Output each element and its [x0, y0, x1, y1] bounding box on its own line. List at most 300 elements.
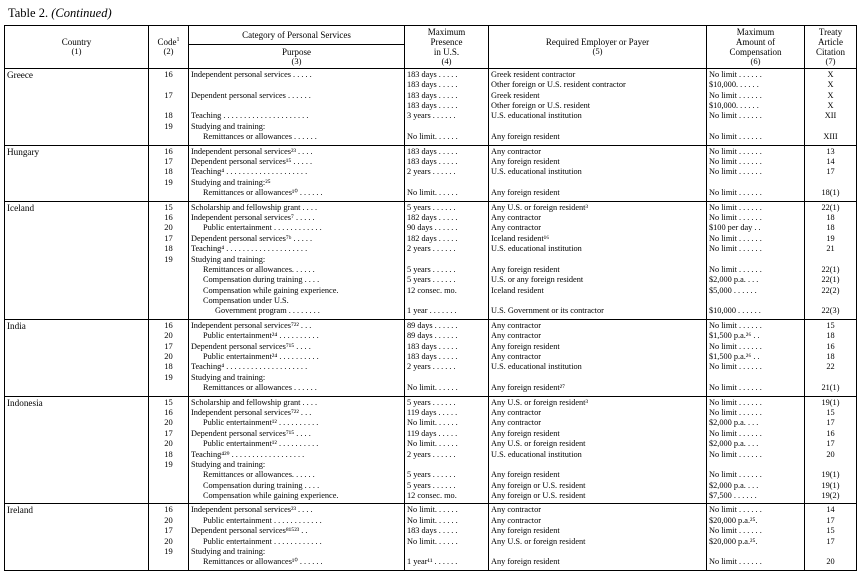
code-cell-line: 20: [164, 418, 173, 428]
amount-cell-line: No limit . . . . . .: [709, 244, 762, 254]
treaty-cell-line: 20: [826, 449, 835, 459]
amount-cell: [707, 396, 805, 504]
code-cell-line: 16: [164, 146, 173, 156]
purpose-cell: [189, 504, 405, 570]
presence-cell-line: 12 consec. mo.: [407, 285, 457, 295]
code-cell-line: [151, 470, 186, 480]
code-cell-line: 20: [164, 536, 173, 546]
country-name: India: [7, 320, 26, 331]
presence-cell-line: 183 days . . . . .: [407, 341, 458, 351]
treaty-cell-line: 18: [826, 352, 835, 362]
presence-cell-line: 183 days . . . . .: [407, 526, 458, 536]
employer-cell: [489, 68, 707, 145]
purpose-cell: [189, 145, 405, 201]
employer-cell-line: Any U.S. or foreign resident³: [491, 397, 588, 407]
presence-cell-line: 5 years . . . . . .: [407, 470, 456, 480]
presence-cell-line: 5 years . . . . . .: [407, 397, 456, 407]
amount-cell-line: $2,000 p.a. . . .: [709, 480, 759, 490]
purpose-cell-line: Teaching⁴ . . . . . . . . . . . . . . . . . . . .: [191, 167, 308, 177]
table-row: [5, 145, 857, 201]
amount-cell: [707, 145, 805, 201]
code-cell-line: [151, 296, 186, 306]
code-cell-line: [151, 132, 186, 142]
purpose-cell-line: Compensation while gaining experience.: [203, 285, 339, 295]
treaty-cell-line: X: [827, 101, 834, 111]
amount-cell-line: No limit . . . . . .: [709, 341, 762, 351]
treaty-cell-line: 15: [826, 320, 835, 330]
treaty-cell-line: [807, 296, 854, 306]
employer-cell-line: Any contractor: [491, 505, 541, 515]
treaty-cell: [805, 319, 857, 396]
amount-cell-line: No limit . . . . . .: [709, 212, 762, 222]
purpose-cell-line: Remittances or allowances. . . . . .: [203, 264, 315, 274]
amount-cell-line: $2,000 p.a. . . .: [709, 418, 759, 428]
code-cell: [149, 396, 189, 504]
amount-cell: [707, 201, 805, 319]
purpose-cell-line: Dependent personal services⁷¹⁵ . . . .: [191, 341, 311, 351]
purpose-cell-line: Teaching⁴ . . . . . . . . . . . . . . . . . . . .: [191, 244, 308, 254]
code-cell-line: 20: [164, 439, 173, 449]
employer-cell-line: Any contractor: [491, 331, 541, 341]
presence-cell-line: No limit. . . . . .: [407, 505, 458, 515]
amount-cell-line: $7,500 . . . . . .: [709, 491, 757, 501]
country-cell: [5, 504, 149, 570]
amount-cell-line: No limit . . . . . .: [709, 264, 762, 274]
presence-cell-line: [407, 547, 486, 557]
code-cell-line: [151, 306, 186, 316]
code-cell-line: 17: [164, 90, 173, 100]
treaty-cell-line: 19(1): [821, 480, 840, 490]
purpose-cell-line: Compensation during training . . . .: [203, 275, 320, 285]
header-purpose-num: (3): [291, 55, 302, 66]
code-cell-line: 18: [164, 449, 173, 459]
employer-cell-line: U.S. educational institution: [491, 111, 582, 121]
presence-cell-line: 2 years . . . . . .: [407, 244, 456, 254]
treaty-cell-line: 16: [826, 341, 835, 351]
header-purpose: [189, 45, 405, 69]
purpose-cell-line: Teaching . . . . . . . . . . . . . . . . . . . . .: [191, 111, 309, 121]
header-treaty: [805, 26, 857, 69]
purpose-cell-line: Scholarship and fellowship grant . . . .: [191, 202, 318, 212]
table-row: [5, 68, 857, 145]
employer-cell-line: Any contractor: [491, 407, 541, 417]
presence-cell-line: 2 years . . . . . .: [407, 362, 456, 372]
presence-cell-line: No limit. . . . . .: [407, 132, 458, 142]
amount-cell-line: No limit . . . . . .: [709, 156, 762, 166]
table-header: [5, 26, 857, 69]
employer-cell-line: Iceland resident¹⁶: [491, 233, 550, 243]
employer-cell-line: Other foreign or U.S. resident: [491, 101, 591, 111]
employer-cell-line: Any foreign resident: [491, 526, 560, 536]
treaty-cell: [805, 201, 857, 319]
treaty-cell-line: XIII: [823, 132, 838, 142]
purpose-cell-line: Dependent personal services⁷¹⁵ . . . .: [191, 428, 311, 438]
treaty-cell-line: 22: [826, 362, 835, 372]
code-cell-line: 20: [164, 223, 173, 233]
code-cell-line: [151, 286, 186, 296]
amount-cell-line: No limit . . . . . .: [709, 188, 762, 198]
header-employer-label: Required Employer or Payer: [545, 37, 650, 48]
presence-cell-line: No limit. . . . . .: [407, 536, 458, 546]
country-cell: [5, 396, 149, 504]
presence-cell-line: [407, 178, 486, 188]
code-cell: [149, 68, 189, 145]
presence-cell-line: 2 years . . . . . .: [407, 449, 456, 459]
treaty-cell-line: 22(1): [821, 264, 840, 274]
country-cell: [5, 201, 149, 319]
country-cell: [5, 68, 149, 145]
code-cell-line: [151, 101, 186, 111]
presence-cell-line: 119 days . . . . .: [407, 428, 458, 438]
presence-cell-line: 5 years . . . . . .: [407, 264, 456, 274]
purpose-cell-line: Studying and training:: [191, 547, 266, 557]
treaty-cell-line: [807, 122, 854, 132]
amount-cell-line: [709, 373, 802, 383]
header-treaty-l1: Treaty Article: [818, 27, 843, 48]
amount-cell-line: No limit . . . . . .: [709, 167, 762, 177]
header-treaty-num: (7): [825, 56, 836, 67]
presence-cell-line: No limit. . . . . .: [407, 188, 458, 198]
code-cell: [149, 145, 189, 201]
table-row: [5, 396, 857, 504]
amount-cell-line: No limit . . . . . .: [709, 526, 762, 536]
code-cell-line: 15: [164, 202, 173, 212]
amount-cell-line: [709, 255, 802, 265]
presence-cell-line: 183 days . . . . .: [407, 146, 458, 156]
header-treaty-l2: Citation: [816, 47, 845, 58]
employer-cell-line: Any contractor: [491, 212, 541, 222]
purpose-cell-line: Studying and training:: [191, 254, 266, 264]
header-employer-num: (5): [592, 46, 603, 57]
header-presence-l3: in U.S.: [433, 47, 460, 58]
presence-cell-line: 119 days . . . . .: [407, 407, 458, 417]
treaty-table: [4, 25, 857, 571]
header-presence: [405, 26, 489, 69]
code-cell-line: [151, 265, 186, 275]
code-cell-line: 20: [164, 515, 173, 525]
code-cell-line: [151, 80, 186, 90]
employer-cell-line: U.S. educational institution: [491, 449, 582, 459]
treaty-cell-line: 18: [826, 331, 835, 341]
amount-cell-line: $10,000. . . . . .: [709, 101, 759, 111]
employer-cell-line: Any contractor: [491, 320, 541, 330]
employer-cell-line: Other foreign or U.S. resident contractor: [491, 80, 626, 90]
purpose-cell-line: Public entertainment²⁴ . . . . . . . . . .: [203, 331, 319, 341]
purpose-cell-line: Dependent personal services . . . . . .: [191, 90, 311, 100]
presence-cell-line: 2 years . . . . . .: [407, 167, 456, 177]
amount-cell-line: No limit . . . . . .: [709, 428, 762, 438]
presence-cell-line: 12 consec. mo.: [407, 491, 457, 501]
purpose-cell-line: Independent personal services . . . . .: [191, 69, 312, 79]
treaty-cell-line: X: [827, 80, 834, 90]
purpose-cell-line: Dependent personal services⁷ᵇ . . . . .: [191, 233, 313, 243]
purpose-cell-line: Remittances or allowances¹⁰ . . . . . .: [203, 188, 323, 198]
presence-cell: [405, 504, 489, 570]
employer-cell: [489, 319, 707, 396]
header-code: [149, 26, 189, 69]
amount-cell-line: $1,500 p.a.²⁶ . .: [709, 352, 760, 362]
presence-cell-line: [407, 373, 486, 383]
country-name: Iceland: [7, 202, 35, 213]
presence-cell-line: 183 days . . . . .: [407, 101, 458, 111]
presence-cell-line: 5 years . . . . . .: [407, 480, 456, 490]
header-employer: [489, 26, 707, 69]
presence-cell-line: 183 days . . . . .: [407, 90, 458, 100]
presence-cell-line: [407, 255, 486, 265]
presence-cell-line: No limit. . . . . .: [407, 439, 458, 449]
purpose-cell-line: Public entertainment . . . . . . . . . . . .: [203, 536, 322, 546]
treaty-cell-line: 22(3): [821, 306, 840, 316]
purpose-cell-line: Public entertainment¹² . . . . . . . . . .: [203, 418, 319, 428]
header-presence-l2: Presence: [430, 37, 463, 48]
treaty-cell-line: 18: [826, 223, 835, 233]
treaty-cell-line: 17: [826, 167, 835, 177]
employer-cell-line: [491, 255, 704, 265]
purpose-cell: [189, 68, 405, 145]
purpose-cell-line: Public entertainment¹² . . . . . . . . . .: [203, 439, 319, 449]
treaty-cell-line: 22(1): [821, 202, 840, 212]
code-cell-line: 17: [164, 341, 173, 351]
code-cell-line: 16: [164, 407, 173, 417]
amount-cell-line: No limit . . . . . .: [709, 470, 762, 480]
amount-cell-line: No limit . . . . . .: [709, 397, 762, 407]
employer-cell-line: Any contractor: [491, 418, 541, 428]
code-cell-line: 20: [164, 352, 173, 362]
employer-cell: [489, 145, 707, 201]
country-name: Indonesia: [7, 397, 43, 408]
code-cell-line: [151, 557, 186, 567]
amount-cell-line: $20,000 p.a.²⁵.: [709, 515, 758, 525]
purpose-cell-line: Public entertainment . . . . . . . . . . . .: [203, 515, 322, 525]
employer-cell-line: U.S. educational institution: [491, 244, 582, 254]
table-row: [5, 504, 857, 570]
amount-cell-line: $2,000 p.a. . . .: [709, 275, 759, 285]
employer-cell-line: U.S. Government or its contractor: [491, 306, 604, 316]
treaty-cell-line: [807, 178, 854, 188]
amount-cell-line: No limit . . . . . .: [709, 407, 762, 417]
presence-cell-line: [407, 122, 486, 132]
treaty-cell-line: 18: [826, 212, 835, 222]
table-caption: [8, 6, 857, 21]
purpose-cell: [189, 201, 405, 319]
code-cell-line: [151, 383, 186, 393]
header-amount-l2: Amount of: [735, 37, 776, 48]
code-cell-line: 16: [164, 212, 173, 222]
employer-cell-line: U.S. educational institution: [491, 167, 582, 177]
code-cell-line: [151, 275, 186, 285]
purpose-cell-line: Compensation while gaining experience.: [203, 491, 339, 501]
presence-cell: [405, 145, 489, 201]
purpose-cell-line: Dependent personal services⁸¹⁵²³ . .: [191, 526, 308, 536]
header-country-label: Country: [61, 37, 92, 48]
presence-cell: [405, 396, 489, 504]
presence-cell: [405, 68, 489, 145]
header-code-label: Code$^1$: [157, 37, 180, 48]
employer-cell-line: Any contractor: [491, 146, 541, 156]
amount-cell-line: No limit . . . . . .: [709, 362, 762, 372]
presence-cell-line: No limit. . . . . .: [407, 515, 458, 525]
table-body: [5, 68, 857, 570]
code-cell-line: [151, 188, 186, 198]
presence-cell-line: No limit. . . . . .: [407, 383, 458, 393]
amount-cell: [707, 68, 805, 145]
purpose-cell-line: Independent personal services²³ . . . .: [191, 505, 313, 515]
employer-cell: [489, 201, 707, 319]
code-cell-line: 15: [164, 397, 173, 407]
treaty-cell: [805, 145, 857, 201]
treaty-cell-line: X: [827, 69, 834, 79]
purpose-cell-line: [191, 80, 402, 90]
treaty-cell-line: [807, 460, 854, 470]
presence-cell-line: 183 days . . . . .: [407, 69, 458, 79]
table-row: [5, 319, 857, 396]
code-cell-line: 17: [164, 156, 173, 166]
employer-cell-line: Any U.S. or foreign resident³: [491, 202, 588, 212]
employer-cell-line: Any foreign resident: [491, 428, 560, 438]
amount-cell-line: $20,000 p.a.²⁵.: [709, 536, 758, 546]
treaty-cell-line: [807, 255, 854, 265]
presence-cell-line: 182 days . . . . .: [407, 212, 458, 222]
employer-cell-line: Greek resident: [491, 90, 540, 100]
code-cell-line: 16: [164, 320, 173, 330]
header-amount-num: (6): [750, 56, 761, 67]
employer-cell-line: Any contractor: [491, 515, 541, 525]
code-cell-line: 19: [164, 254, 173, 264]
amount-cell-line: [709, 547, 802, 557]
amount-cell-line: No limit . . . . . .: [709, 557, 762, 567]
code-cell-line: 18: [164, 362, 173, 372]
purpose-cell-line: Remittances or allowances . . . . . .: [203, 132, 317, 142]
amount-cell-line: $1,500 p.a.²⁶ . .: [709, 331, 760, 341]
presence-cell-line: 3 years . . . . . .: [407, 111, 456, 121]
amount-cell-line: $10,000 . . . . . .: [709, 306, 761, 316]
employer-cell-line: Any U.S. or foreign resident: [491, 536, 586, 546]
treaty-cell-line: 21(1): [821, 383, 840, 393]
purpose-cell-line: Studying and training:: [191, 459, 266, 469]
treaty-cell: [805, 504, 857, 570]
header-purpose-label: Purpose: [282, 46, 311, 57]
amount-cell-line: No limit . . . . . .: [709, 449, 762, 459]
purpose-cell: [189, 396, 405, 504]
presence-cell-line: 5 years . . . . . .: [407, 202, 456, 212]
amount-cell: [707, 504, 805, 570]
employer-cell-line: Any foreign resident: [491, 264, 560, 274]
presence-cell-line: 183 days . . . . .: [407, 156, 458, 166]
employer-cell-line: Any foreign resident: [491, 156, 560, 166]
amount-cell-line: No limit . . . . . .: [709, 90, 762, 100]
purpose-cell-line: Scholarship and fellowship grant . . . .: [191, 397, 318, 407]
treaty-cell-line: 22(1): [821, 275, 840, 285]
employer-cell-line: Any foreign resident²⁷: [491, 383, 566, 393]
treaty-cell-line: [807, 373, 854, 383]
purpose-cell-line: Teaching⁴²⁹ . . . . . . . . . . . . . . . . . .: [191, 449, 305, 459]
purpose-cell-line: [191, 101, 402, 111]
code-cell-line: 19: [164, 372, 173, 382]
header-code-num: (2): [163, 46, 174, 57]
amount-cell-line: No limit . . . . . .: [709, 111, 762, 121]
employer-cell-line: Any foreign resident: [491, 188, 560, 198]
presence-cell-line: [407, 296, 486, 306]
presence-cell-line: 1 year . . . . . . .: [407, 306, 457, 316]
treaty-cell-line: 19(1): [821, 470, 840, 480]
purpose-cell-line: Teaching⁴ . . . . . . . . . . . . . . . . . . . .: [191, 362, 308, 372]
treaty-cell-line: 14: [826, 156, 835, 166]
treaty-cell-line: X: [827, 90, 834, 100]
code-cell-line: 19: [164, 547, 173, 557]
treaty-cell-line: 19: [826, 233, 835, 243]
code-cell: [149, 504, 189, 570]
treaty-cell-line: 15: [826, 407, 835, 417]
employer-cell-line: Any foreign resident: [491, 557, 560, 567]
code-cell-line: 19: [164, 177, 173, 187]
amount-cell-line: $5,000 . . . . . .: [709, 285, 757, 295]
amount-cell-line: No limit . . . . . .: [709, 233, 762, 243]
amount-cell-line: No limit . . . . . .: [709, 69, 762, 79]
treaty-cell-line: 17: [826, 439, 835, 449]
purpose-cell-line: Independent personal services²³ . . . .: [191, 146, 313, 156]
code-cell-line: 19: [164, 459, 173, 469]
presence-cell-line: 183 days . . . . .: [407, 352, 458, 362]
treaty-cell-line: 14: [826, 505, 835, 515]
presence-cell-line: 183 days . . . . .: [407, 80, 458, 90]
treaty-cell-line: 22(2): [821, 285, 840, 295]
purpose-cell: [189, 319, 405, 396]
employer-cell-line: U.S. educational institution: [491, 362, 582, 372]
employer-cell-line: [491, 460, 704, 470]
presence-cell-line: No limit. . . . . .: [407, 418, 458, 428]
treaty-cell-line: 18(1): [821, 188, 840, 198]
header-category: Category of Personal Services: [189, 26, 405, 45]
employer-cell-line: Iceland resident: [491, 285, 544, 295]
header-amount-l3: Compensation: [729, 47, 782, 58]
purpose-cell-line: Public entertainment²⁴ . . . . . . . . . .: [203, 352, 319, 362]
employer-cell-line: Any contractor: [491, 223, 541, 233]
purpose-cell-line: Studying and training:: [191, 372, 266, 382]
code-cell-line: 19: [164, 121, 173, 131]
code-cell: [149, 319, 189, 396]
country-cell: [5, 319, 149, 396]
amount-cell-line: No limit . . . . . .: [709, 146, 762, 156]
purpose-cell-line: Public entertainment . . . . . . . . . . . .: [203, 223, 322, 233]
presence-cell: [405, 319, 489, 396]
code-cell-line: 18: [164, 244, 173, 254]
treaty-cell-line: 15: [826, 526, 835, 536]
country-name: Hungary: [7, 146, 40, 157]
purpose-cell-line: Compensation during training . . . .: [203, 480, 320, 490]
purpose-cell-line: Independent personal services⁷²² . . .: [191, 320, 312, 330]
purpose-cell-line: Remittances or allowances¹⁰ . . . . . .: [203, 557, 323, 567]
treaty-cell-line: [807, 547, 854, 557]
treaty-cell-line: 19(2): [821, 491, 840, 501]
employer-cell-line: [491, 296, 704, 306]
code-cell-line: 20: [164, 331, 173, 341]
purpose-cell-line: Compensation under U.S.: [203, 296, 289, 306]
code-cell-line: 18: [164, 167, 173, 177]
employer-cell-line: [491, 373, 704, 383]
amount-cell: [707, 319, 805, 396]
presence-cell-line: 5 years . . . . . .: [407, 275, 456, 285]
employer-cell-line: Any foreign or U.S. resident: [491, 480, 586, 490]
table-continued-label: (Continued): [51, 6, 112, 20]
employer-cell: [489, 504, 707, 570]
employer-cell-line: [491, 178, 704, 188]
code-cell-line: 18: [164, 111, 173, 121]
treaty-cell-line: 16: [826, 428, 835, 438]
employer-cell-line: Any U.S. or foreign resident: [491, 439, 586, 449]
country-cell: [5, 145, 149, 201]
presence-cell-line: 182 days . . . . .: [407, 233, 458, 243]
presence-cell-line: 90 days . . . . . .: [407, 223, 458, 233]
